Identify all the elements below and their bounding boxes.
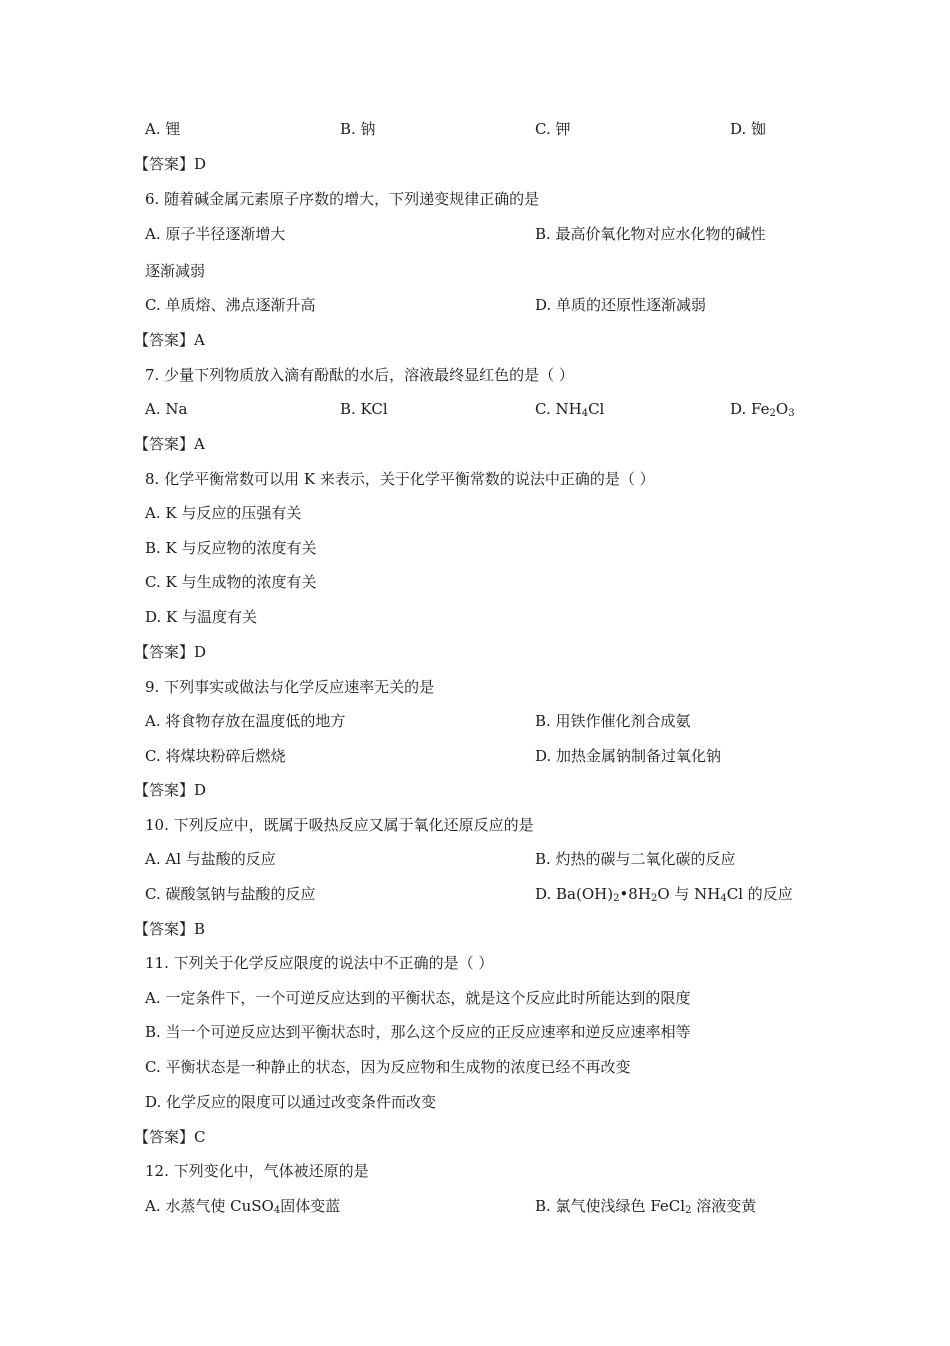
q11-stem: 11. 下列关于化学反应限度的说法中不正确的是（ ） (145, 954, 494, 972)
q11-answer: 【答案】C (134, 1128, 206, 1146)
q7-option-d: D. $Fe_2O_3$ (730, 400, 795, 419)
q9-answer: 【答案】D (134, 781, 207, 799)
q5-option-d: D. 铷 (730, 120, 767, 138)
q8-answer: 【答案】D (134, 643, 207, 661)
q8-option-c: C. K 与生成物的浓度有关 (145, 573, 317, 591)
q8-stem: 8. 化学平衡常数可以用 K 来表示，关于化学平衡常数的说法中正确的是（ ） (145, 470, 655, 488)
q7-option-b: B. KCl (340, 400, 388, 418)
q5-option-c: C. 钾 (535, 120, 571, 138)
q10-option-d: D. $Ba(OH)_2•8H_2O$ 与 $NH_4Cl$ 的反应 (535, 885, 793, 904)
q5-answer: 【答案】D (134, 155, 207, 173)
q6-answer: 【答案】A (134, 331, 205, 349)
q9-option-b: B. 用铁作催化剂合成氨 (535, 712, 691, 730)
q10-option-b: B. 灼热的碳与二氧化碳的反应 (535, 850, 736, 868)
q6-option-c: C. 单质熔、沸点逐渐升高 (145, 296, 316, 314)
q6-stem: 6. 随着碱金属元素原子序数的增大，下列递变规律正确的是 (145, 190, 540, 208)
q7-answer: 【答案】A (134, 435, 205, 453)
q10-stem: 10. 下列反应中，既属于吸热反应又属于氧化还原反应的是 (145, 816, 534, 834)
q8-option-b: B. K 与反应物的浓度有关 (145, 539, 317, 557)
q12-stem: 12. 下列变化中，气体被还原的是 (145, 1162, 369, 1180)
q9-stem: 9. 下列事实或做法与化学反应速率无关的是 (145, 678, 435, 696)
q10-answer: 【答案】B (134, 920, 206, 938)
q7-option-c: C. $NH_4Cl$ (535, 400, 605, 419)
q9-option-a: A. 将食物存放在温度低的地方 (145, 712, 346, 730)
q11-option-d: D. 化学反应的限度可以通过改变条件而改变 (145, 1093, 437, 1111)
q8-option-d: D. K 与温度有关 (145, 608, 258, 626)
q9-option-c: C. 将煤块粉碎后燃烧 (145, 747, 286, 765)
q11-option-c: C. 平衡状态是一种静止的状态，因为反应物和生成物的浓度已经不再改变 (145, 1058, 631, 1076)
q6-option-b: B. 最高价氧化物对应水化物的碱性 (535, 225, 766, 243)
q5-option-a: A. 锂 (145, 120, 181, 138)
q6-option-d: D. 单质的还原性逐渐减弱 (535, 296, 707, 314)
q8-option-a: A. K 与反应的压强有关 (145, 504, 302, 522)
q11-option-b: B. 当一个可逆反应达到平衡状态时，那么这个反应的正反应速率和逆反应速率相等 (145, 1023, 691, 1041)
q12-option-a: A. 水蒸气使 CuSO$_4$固体变蓝 (145, 1197, 341, 1216)
q11-option-a: A. 一定条件下，一个可逆反应达到的平衡状态，就是这个反应此时所能达到的限度 (145, 989, 691, 1007)
q5-option-b: B. 钠 (340, 120, 376, 138)
q6-option-b-continued: 逐渐减弱 (145, 262, 206, 280)
q7-option-a: A. Na (145, 400, 188, 418)
q6-option-a: A. 原子半径逐渐增大 (145, 225, 286, 243)
q7-stem: 7. 少量下列物质放入滴有酚酞的水后，溶液最终显红色的是（ ） (145, 366, 574, 384)
q12-option-b: B. 氯气使浅绿色 FeCl$_2$ 溶液变黄 (535, 1197, 757, 1216)
q10-option-a: A. Al 与盐酸的反应 (145, 850, 276, 868)
q9-option-d: D. 加热金属钠制备过氧化钠 (535, 747, 722, 765)
q10-option-c: C. 碳酸氢钠与盐酸的反应 (145, 885, 316, 903)
